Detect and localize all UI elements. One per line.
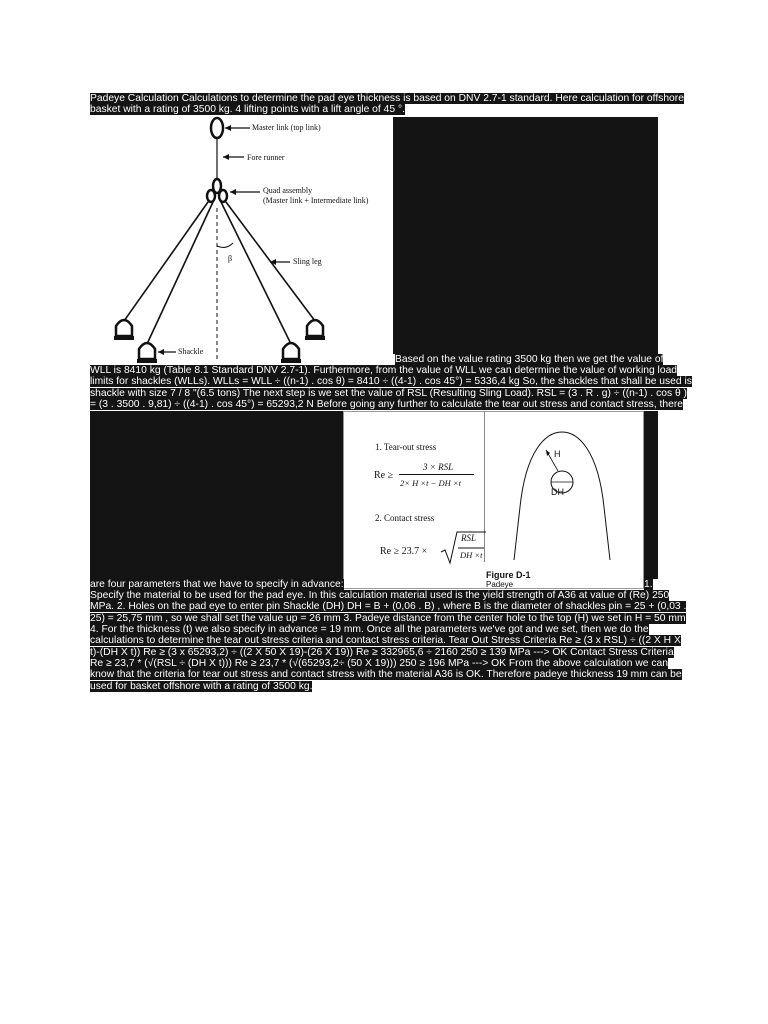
tear-out-re: Re ≥ <box>374 470 394 481</box>
tear-out-denominator: 2× H ×t − DH ×t <box>400 478 461 488</box>
text-line: 4. For the thickness (t) we also specify in advance = 19 mm. Once all the parameters we've got and we set, then we do the <box>90 624 649 635</box>
tear-out-heading: 1. Tear-out stress <box>375 442 437 452</box>
fraction-bar <box>399 474 474 475</box>
text-line: = (3 . 3500 . 9,81) ÷ ((4-1) . cos 45°) = 65293,2 N Before going any further to calculate the tear out stress and contact stress, there <box>90 399 684 410</box>
text-line: basket with a rating of 3500 kg. 4 lifting points with a lift angle of 45 °. <box>90 104 405 115</box>
sling-svg <box>90 116 393 363</box>
figure-caption-sub: Padeye <box>486 580 514 589</box>
quad-assembly-label: Quad assembly <box>263 186 313 195</box>
contact-heading: 2. Contact stress <box>375 513 435 523</box>
text-line: t)-(DH X t)) Re ≥ (3 x 65293,2) ÷ ((2 X 50 X 19)-(26 X 19)) Re ≥ 332965,6 ÷ 2160 250 ≥ 139 MPa ---> OK Contact Stress Criteria <box>90 647 674 658</box>
text-line: 25) = 25,75 mm , so we shall set the value up = 26 mm 3. Padeye distance from the center hole to the top (H) we set in H = 50 mm <box>90 613 686 624</box>
shackle-shape <box>305 320 325 340</box>
shackle-shape <box>281 343 301 363</box>
redacted-block <box>393 117 658 354</box>
text-line: know that the criteria for tear out stress and contact stress with the material A36 is OK. Therefore padeye thickness 19 mm can be <box>90 669 682 680</box>
text-line: Based on the value rating 3500 kg then we get the value of <box>395 354 664 365</box>
master-link-shape <box>211 118 223 138</box>
fore-runner-label: Fore runner <box>247 153 285 162</box>
text-line: limits for shackles (WLLs). WLLs = WLL ÷ ((n-1) . cos θ) = 8410 ÷ ((4-1) . cos 45°) = 5336,4 kg So, the shackles that shall be used is <box>90 376 692 387</box>
label-dh: DH <box>551 487 564 497</box>
label-h: H <box>554 449 561 459</box>
shackle-shape <box>137 343 157 363</box>
padeye-figure <box>343 411 644 589</box>
shackle-label: Shackle <box>178 347 204 356</box>
figure-caption: Figure D-1 <box>486 570 531 580</box>
padeye-shape <box>492 422 638 562</box>
tear-out-numerator: 3 × RSL <box>423 462 454 472</box>
master-link-label: Master link (top link) <box>252 123 321 132</box>
text-line: are four parameters that we have to specify in advance: <box>90 579 344 590</box>
sling-leg-label: Sling leg <box>293 257 322 266</box>
shackle-shape <box>114 320 134 340</box>
contact-denominator: DH ×t <box>460 550 483 560</box>
redacted-block <box>644 411 658 579</box>
beta-label: β <box>228 254 233 263</box>
contact-re: Re ≥ 23.7 × <box>380 546 428 557</box>
text-line: 1. <box>644 579 653 590</box>
text-line: Re ≥ 23,7 * (√(RSL ÷ (DH X t))) Re ≥ 23,7 * (√(65293,2÷ (50 X 19))) 250 ≥ 196 MPa ---> OK From the above calculation we can <box>90 658 668 669</box>
text-line: WLL is 8410 kg (Table 8.1 Standard DNV 2.7-1). Furthermore, from the value of WLL we can determine the value of working load <box>90 365 678 376</box>
sling-diagram <box>90 116 393 363</box>
redacted-block <box>90 411 343 579</box>
text-line: MPa. 2. Holes on the pad eye to enter pin Shackle (DH) DH = B + (0,06 . B) , where B is the diameter of shackles pin = 25 + (0,03 . <box>90 601 687 612</box>
text-line: shackle with size 7 / 8 "(6.5 tons) The next step is we set the value of RSL (Resulting Sling Load). RSL = (3 . R . g) ÷ ((n-1) . cos θ ) <box>90 388 687 399</box>
text-line: calculations to determine the tear out stress criteria and contact stress criteria. Tear Out Stress Criteria Re ≥ (3 x RSL) ÷ ((2 X H X <box>90 635 681 646</box>
text-line: Padeye Calculation Calculations to determine the pad eye thickness is based on DNV 2.7-1 standard. Here calculation for offshore <box>90 93 684 104</box>
text-line: Specify the material to be used for the pad eye. In this calculation material used is the yield strength of A36 at value of (Re) 250 <box>90 590 670 601</box>
text-line: used for basket offshore with a rating of 3500 kg. <box>90 681 313 692</box>
contact-numerator: RSL <box>461 533 477 543</box>
quad-assembly-sub-label: (Master link + Intermediate link) <box>263 196 369 205</box>
